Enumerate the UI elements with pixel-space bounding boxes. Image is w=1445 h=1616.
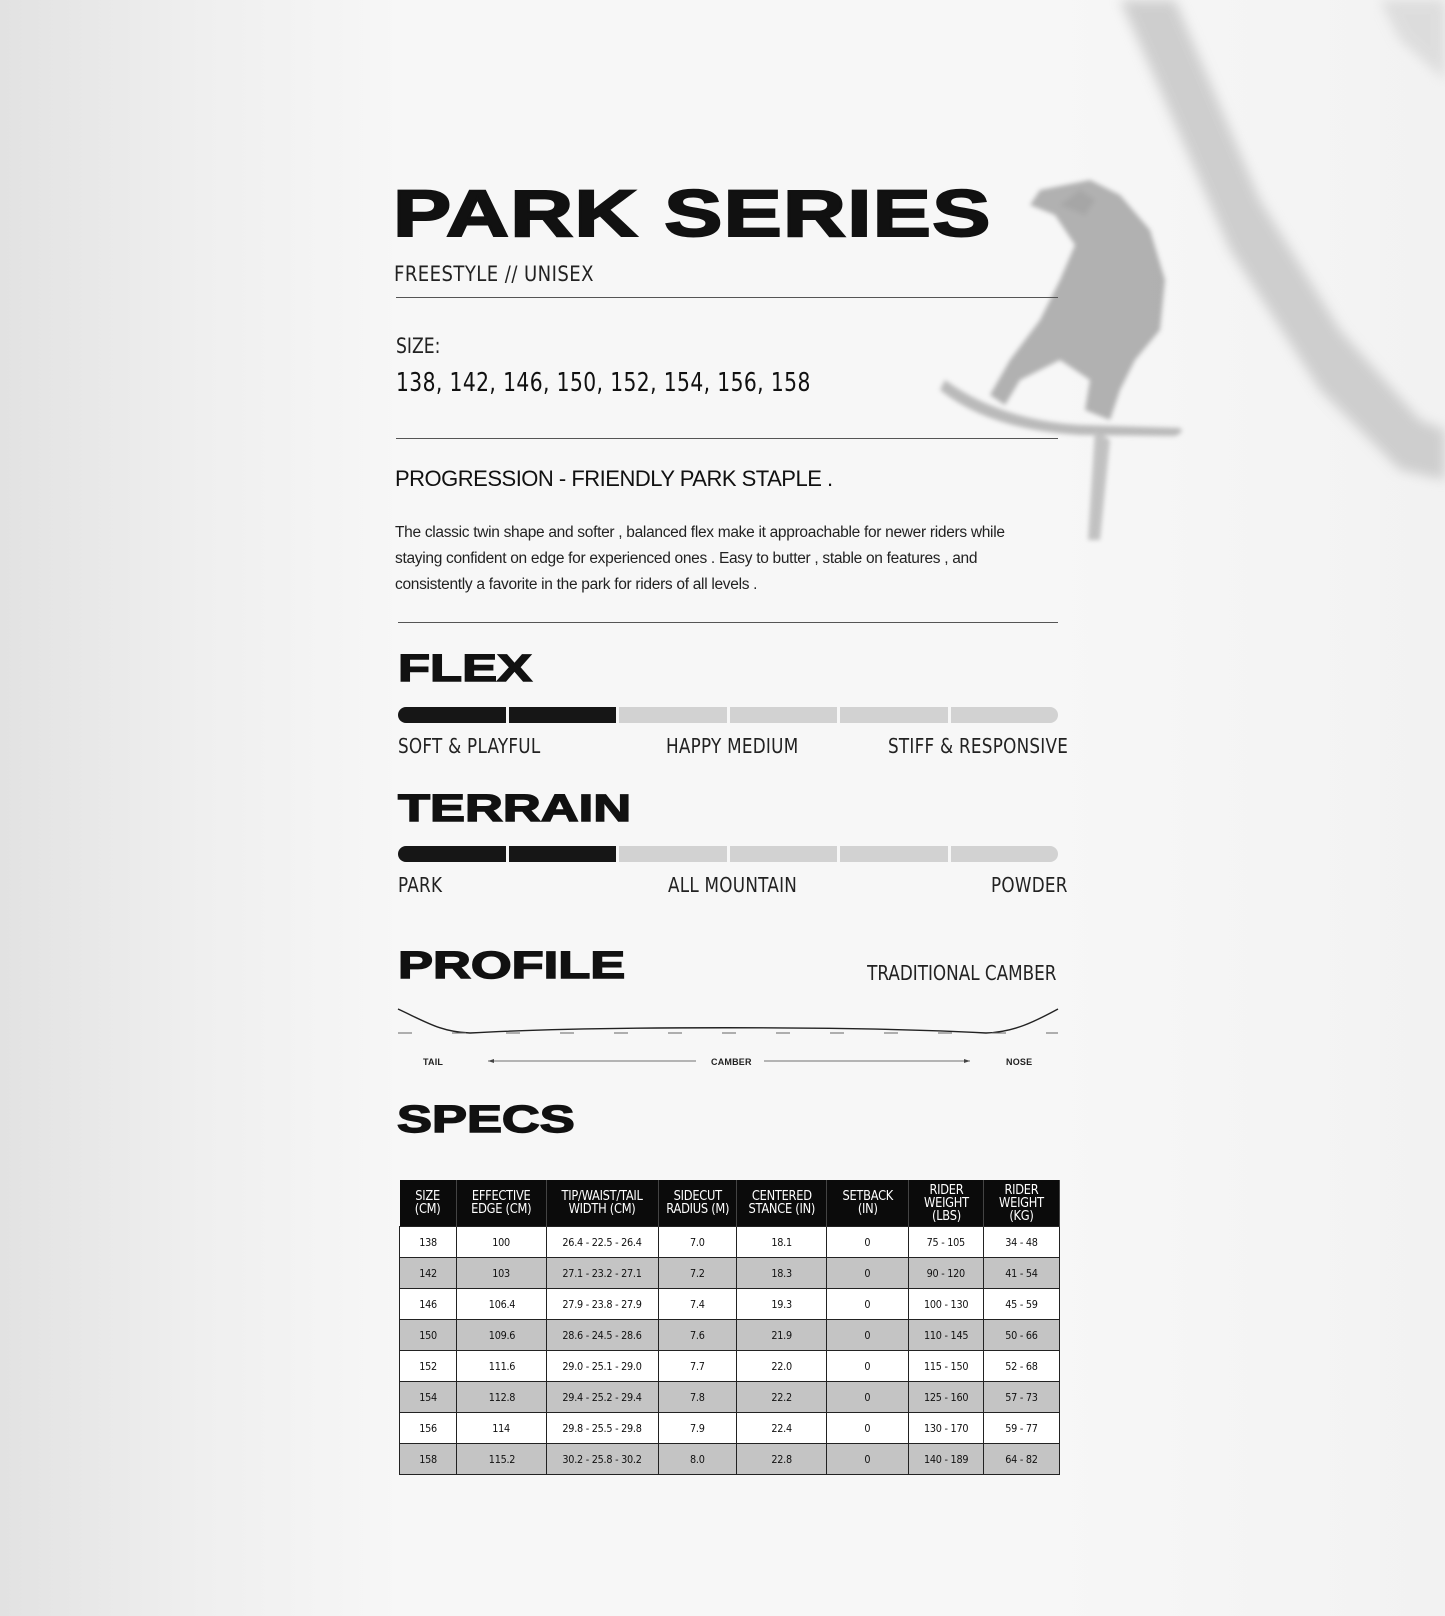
table-cell: 0 — [827, 1351, 909, 1382]
table-cell: 27.9 - 23.8 - 27.9 — [547, 1289, 659, 1320]
flex-segment — [840, 707, 948, 723]
table-cell: 114 — [457, 1413, 547, 1444]
table-cell: 34 - 48 — [984, 1227, 1060, 1258]
table-cell: 29.0 - 25.1 - 29.0 — [547, 1351, 659, 1382]
table-cell: 109.6 — [457, 1320, 547, 1351]
tagline: PROGRESSION - FRIENDLY PARK STAPLE . — [395, 466, 833, 491]
table-cell: 130 - 170 — [909, 1413, 984, 1444]
table-cell: 41 - 54 — [984, 1258, 1060, 1289]
divider — [396, 438, 1058, 439]
table-cell: 28.6 - 24.5 - 28.6 — [547, 1320, 659, 1351]
table-row — [400, 1320, 1060, 1351]
terrain-segment — [730, 846, 838, 862]
terrain-segment — [398, 846, 506, 862]
table-cell: 7.7 — [659, 1351, 737, 1382]
terrain-segment — [840, 846, 948, 862]
table-cell: 7.0 — [659, 1227, 737, 1258]
specs-column-header: SIDECUT RADIUS (M) — [659, 1180, 737, 1227]
table-cell: 90 - 120 — [909, 1258, 984, 1289]
table-cell: 21.9 — [737, 1320, 827, 1351]
divider — [396, 297, 1058, 298]
table-cell: 57 - 73 — [984, 1382, 1060, 1413]
flex-label-right: STIFF & RESPONSIVE — [888, 734, 1069, 758]
profile-type: TRADITIONAL CAMBER — [866, 961, 1056, 985]
table-cell: 138 — [400, 1227, 457, 1258]
table-cell: 7.6 — [659, 1320, 737, 1351]
table-cell: 7.8 — [659, 1382, 737, 1413]
table-cell: 125 - 160 — [909, 1382, 984, 1413]
table-row — [400, 1289, 1060, 1320]
table-cell: 18.1 — [737, 1227, 827, 1258]
table-cell: 0 — [827, 1444, 909, 1475]
table-cell: 0 — [827, 1382, 909, 1413]
size-label: SIZE: — [396, 334, 441, 358]
page-subtitle: FREESTYLE // UNISEX — [394, 262, 594, 286]
table-cell: 7.4 — [659, 1289, 737, 1320]
table-cell: 50 - 66 — [984, 1320, 1060, 1351]
table-cell: 154 — [400, 1382, 457, 1413]
flex-segment — [951, 707, 1059, 723]
flex-label-left: SOFT & PLAYFUL — [398, 734, 541, 758]
table-cell: 22.0 — [737, 1351, 827, 1382]
specs-column-header: RIDER WEIGHT (LBS) — [909, 1180, 984, 1227]
specs-column-header: RIDER WEIGHT (KG) — [984, 1180, 1060, 1227]
terrain-label-left: PARK — [398, 873, 443, 897]
table-cell: 22.2 — [737, 1382, 827, 1413]
specs-body — [400, 1227, 1060, 1475]
table-cell: 64 - 82 — [984, 1444, 1060, 1475]
divider — [398, 622, 1058, 623]
table-cell: 27.1 - 23.2 - 27.1 — [547, 1258, 659, 1289]
table-cell: 8.0 — [659, 1444, 737, 1475]
specs-column-header: EFFECTIVE EDGE (CM) — [457, 1180, 547, 1227]
terrain-segment — [951, 846, 1059, 862]
table-cell: 18.3 — [737, 1258, 827, 1289]
table-cell: 152 — [400, 1351, 457, 1382]
tail-label: TAIL — [423, 1057, 444, 1067]
table-cell: 29.4 - 25.2 - 29.4 — [547, 1382, 659, 1413]
table-row — [400, 1351, 1060, 1382]
flex-segment — [398, 707, 506, 723]
table-cell: 22.8 — [737, 1444, 827, 1475]
table-cell: 26.4 - 22.5 - 26.4 — [547, 1227, 659, 1258]
table-cell: 75 - 105 — [909, 1227, 984, 1258]
specs-table — [399, 1180, 1060, 1475]
terrain-scale — [398, 846, 1058, 862]
table-cell: 22.4 — [737, 1413, 827, 1444]
table-cell: 52 - 68 — [984, 1351, 1060, 1382]
table-cell: 29.8 - 25.5 - 29.8 — [547, 1413, 659, 1444]
table-cell: 110 - 145 — [909, 1320, 984, 1351]
specs-heading: SPECS — [397, 1099, 575, 1141]
table-cell: 146 — [400, 1289, 457, 1320]
table-row — [400, 1444, 1060, 1475]
table-cell: 30.2 - 25.8 - 30.2 — [547, 1444, 659, 1475]
table-cell: 59 - 77 — [984, 1413, 1060, 1444]
table-cell: 115 - 150 — [909, 1351, 984, 1382]
nose-label: NOSE — [1006, 1057, 1033, 1067]
terrain-heading: TERRAIN — [398, 788, 632, 830]
table-cell: 111.6 — [457, 1351, 547, 1382]
table-cell: 19.3 — [737, 1289, 827, 1320]
table-cell: 0 — [827, 1413, 909, 1444]
flex-segment — [619, 707, 727, 723]
table-row — [400, 1227, 1060, 1258]
table-row — [400, 1258, 1060, 1289]
description: The classic twin shape and softer , balanced flex make it approachable for newer riders while staying confident on edge for experienced ones . Easy to butter , stable on features , and consistently a favorite in the park for riders of all levels . — [395, 524, 1005, 593]
table-cell: 0 — [827, 1320, 909, 1351]
table-cell: 103 — [457, 1258, 547, 1289]
table-cell: 0 — [827, 1227, 909, 1258]
table-cell: 45 - 59 — [984, 1289, 1060, 1320]
terrain-label-right: POWDER — [991, 873, 1068, 897]
table-cell: 140 - 189 — [909, 1444, 984, 1475]
terrain-segment — [509, 846, 617, 862]
flex-segment — [509, 707, 617, 723]
table-cell: 115.2 — [457, 1444, 547, 1475]
specs-header-row — [400, 1180, 1060, 1227]
specs-column-header: TIP/WAIST/TAIL WIDTH (CM) — [547, 1180, 659, 1227]
table-cell: 150 — [400, 1320, 457, 1351]
flex-heading: FLEX — [398, 648, 533, 690]
table-cell: 142 — [400, 1258, 457, 1289]
camber-label: CAMBER — [711, 1057, 752, 1067]
specs-column-header: SIZE (CM) — [400, 1180, 457, 1227]
table-row — [400, 1413, 1060, 1444]
page-title: PARK SERIES — [393, 176, 992, 250]
table-row — [400, 1382, 1060, 1413]
size-list: 138, 142, 146, 150, 152, 154, 156, 158 — [396, 368, 811, 398]
specs-column-header: SETBACK (IN) — [827, 1180, 909, 1227]
table-cell: 106.4 — [457, 1289, 547, 1320]
table-cell: 7.2 — [659, 1258, 737, 1289]
flex-label-center: HAPPY MEDIUM — [666, 734, 799, 758]
terrain-segment — [619, 846, 727, 862]
terrain-label-center: ALL MOUNTAIN — [668, 873, 798, 897]
table-cell: 0 — [827, 1258, 909, 1289]
table-cell: 100 - 130 — [909, 1289, 984, 1320]
specs-column-header: CENTERED STANCE (IN) — [737, 1180, 827, 1227]
table-cell: 158 — [400, 1444, 457, 1475]
table-cell: 100 — [457, 1227, 547, 1258]
flex-segment — [730, 707, 838, 723]
profile-heading: PROFILE — [398, 945, 626, 987]
table-cell: 156 — [400, 1413, 457, 1444]
table-cell: 112.8 — [457, 1382, 547, 1413]
flex-scale — [398, 707, 1058, 723]
table-cell: 7.9 — [659, 1413, 737, 1444]
table-cell: 0 — [827, 1289, 909, 1320]
